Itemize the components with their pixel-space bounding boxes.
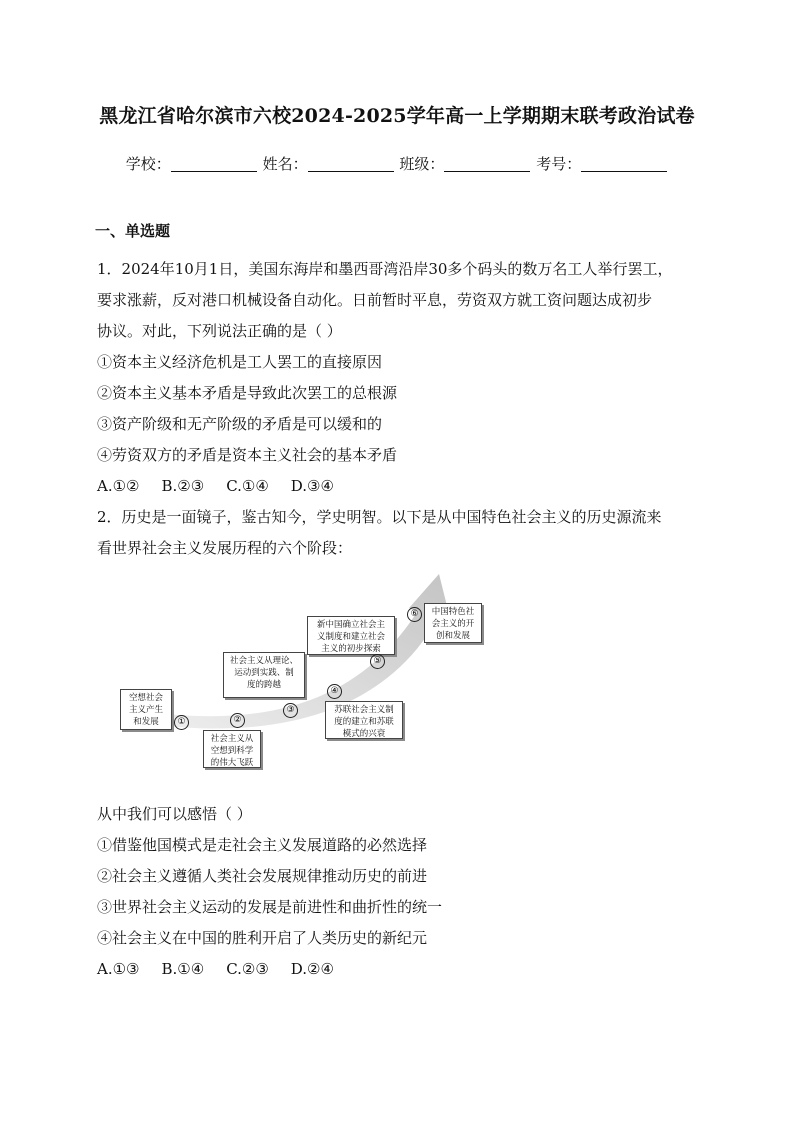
q1-stem-line: 协议。对此，下列说法正确的是（ ） — [97, 322, 342, 340]
stage-number-6: ⑥ — [407, 607, 422, 622]
number-blank[interactable] — [581, 155, 667, 172]
q1-statement: ③资产阶级和无产阶级的矛盾是可以缓和的 — [97, 415, 383, 433]
stage-number-5: ⑤ — [370, 654, 385, 669]
q1-options — [97, 471, 709, 502]
stage-number-2: ② — [230, 713, 245, 728]
q2-option-c[interactable]: C.②③ — [226, 960, 269, 978]
q2-option-d[interactable]: D.②④ — [290, 960, 334, 978]
stage-box-4: 苏联社会主义制 度的建立和苏联 模式的兴衰 — [325, 701, 403, 739]
stage-box-5: 新中国确立社会主 义制度和建立社会 主义的初步探索 — [307, 616, 395, 655]
q1-stem-line: 要求涨薪，反对港口机械设备自动化。日前暂时平息，劳资双方就工资问题达成初步 — [97, 291, 653, 309]
q2-option-b[interactable]: B.①④ — [161, 960, 205, 978]
q1-option-a[interactable]: A.①② — [97, 477, 140, 495]
q2-statement: ④社会主义在中国的胜利开启了人类历史的新纪元 — [97, 929, 428, 947]
student-info-line — [0, 153, 794, 174]
section-heading: 一、单选题 — [95, 222, 171, 240]
question-1 — [97, 254, 709, 564]
stage-box-6: 中国特色社 会主义的开 创和发展 — [424, 603, 482, 643]
q1-option-b[interactable]: B.②③ — [161, 477, 205, 495]
q1-option-d[interactable]: D.③④ — [290, 477, 334, 495]
stage-box-1: 空想社会 主义产生 和发展 — [120, 689, 172, 730]
school-blank[interactable] — [171, 155, 257, 172]
q1-stem-line: 1．2024年10月1日，美国东海岸和墨西哥湾沿岸30多个码头的数万名工人举行罢工， — [97, 260, 673, 278]
q2-prompt: 从中我们可以感悟（ ） — [97, 805, 252, 823]
stage-box-3: 社会主义从理论、 运动到实践、制 度的跨越 — [223, 652, 305, 698]
q1-statement: ①资本主义经济危机是工人罢工的直接原因 — [97, 353, 383, 371]
stage-number-3: ③ — [283, 703, 298, 718]
exam-title: 黑龙江省哈尔滨市六校2024-2025学年高一上学期期末联考政治试卷 — [99, 105, 695, 127]
class-blank[interactable] — [444, 155, 530, 172]
number-label: 考号： — [536, 155, 582, 173]
q2-stem-line: 看世界社会主义发展历程的六个阶段： — [97, 539, 353, 557]
history-stages-diagram — [117, 570, 489, 776]
name-label: 姓名： — [262, 155, 308, 173]
q2-option-a[interactable]: A.①③ — [97, 960, 140, 978]
stage-box-2: 社会主义从 空想到科学 的伟大飞跃 — [203, 730, 261, 768]
school-label: 学校： — [125, 155, 171, 173]
q2-statement: ③世界社会主义运动的发展是前进性和曲折性的统一 — [97, 898, 443, 916]
q2-options — [97, 954, 709, 985]
stage-number-1: ① — [174, 715, 189, 730]
q1-statement: ②资本主义基本矛盾是导致此次罢工的总根源 — [97, 384, 398, 402]
name-blank[interactable] — [308, 155, 394, 172]
class-label: 班级： — [399, 155, 445, 173]
q2-stem-line: 2．历史是一面镜子，鉴古知今，学史明智。以下是从中国特色社会主义的历史源流来 — [97, 508, 662, 526]
q1-statement: ④劳资双方的矛盾是资本主义社会的基本矛盾 — [97, 446, 398, 464]
stage-number-4: ④ — [327, 684, 342, 699]
q2-statement: ②社会主义遵循人类社会发展规律推动历史的前进 — [97, 867, 428, 885]
question-2-choices — [97, 799, 709, 985]
q1-option-c[interactable]: C.①④ — [226, 477, 269, 495]
q2-statement: ①借鉴他国模式是走社会主义发展道路的必然选择 — [97, 836, 428, 854]
